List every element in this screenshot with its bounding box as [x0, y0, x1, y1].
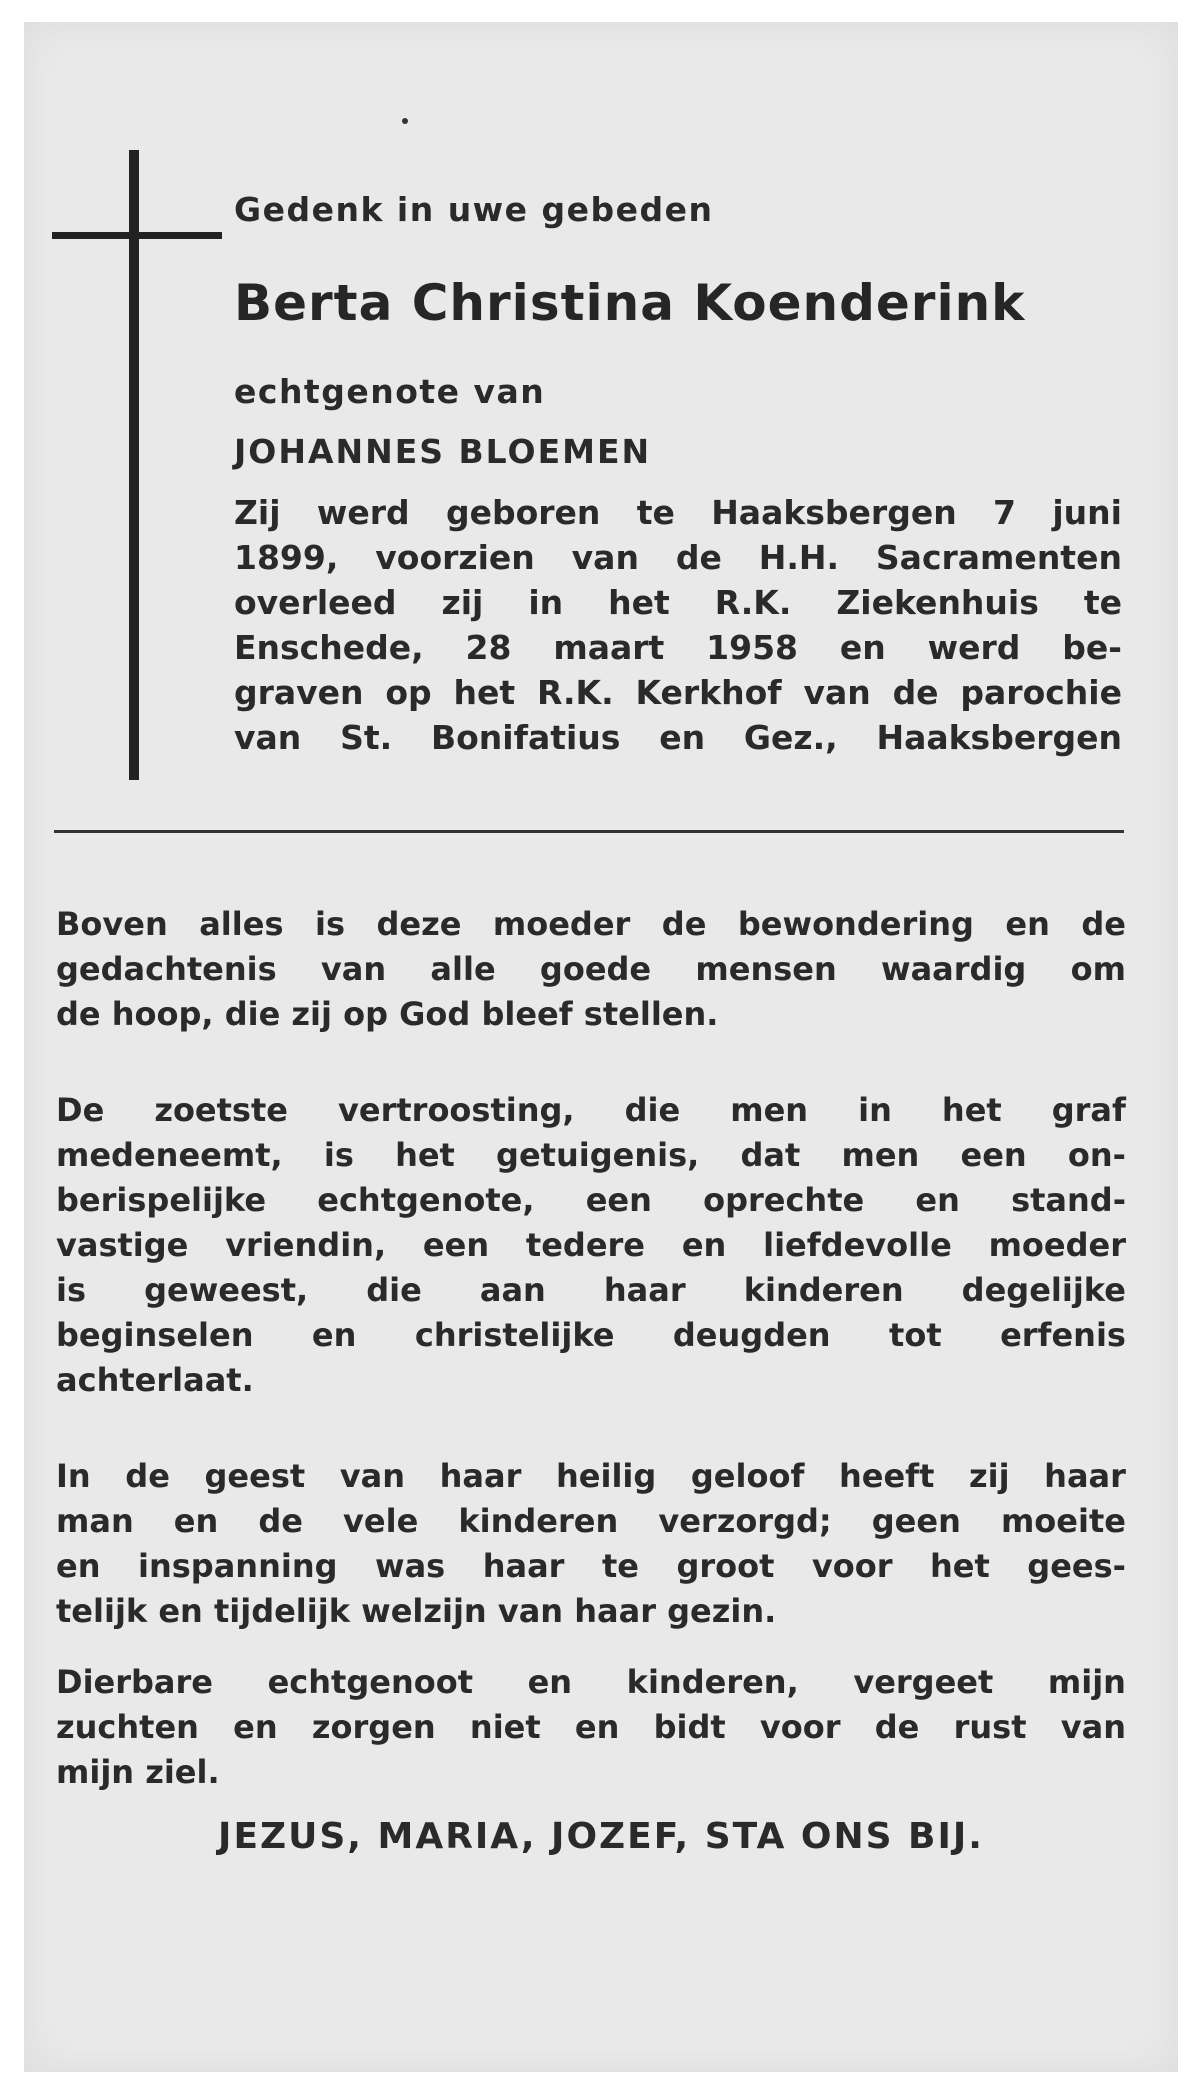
- spouse-label: echtgenote van: [234, 372, 546, 411]
- word: 1899,: [234, 538, 339, 577]
- word: een: [585, 1181, 652, 1219]
- divider: [54, 830, 1124, 833]
- word: een: [422, 1226, 490, 1264]
- word: juni: [1052, 493, 1122, 532]
- word: man: [56, 1502, 134, 1540]
- word: R.K.: [537, 673, 614, 712]
- paragraph-3: [56, 1454, 1126, 1634]
- biography: [234, 490, 1122, 760]
- word: is: [323, 1136, 354, 1174]
- word: men: [841, 1136, 920, 1174]
- word: een: [960, 1136, 1027, 1174]
- word: be-: [1062, 628, 1122, 667]
- word: deze: [376, 905, 462, 943]
- word: 28: [465, 628, 512, 667]
- word: en: [173, 1502, 219, 1540]
- word: niet: [469, 1708, 541, 1746]
- ink-speck: [402, 118, 408, 124]
- word: en: [311, 1316, 357, 1354]
- word: on-: [1067, 1136, 1126, 1174]
- word: Ziekenhuis: [836, 583, 1039, 622]
- word: inspanning: [137, 1547, 338, 1585]
- word: R.K.: [714, 583, 792, 622]
- word: telijk en tijdelijk welzijn van haar gezin.: [56, 1592, 777, 1630]
- word: vriendin,: [225, 1226, 387, 1264]
- intro-text: Gedenk in uwe gebeden: [234, 190, 714, 229]
- word: aan: [479, 1271, 546, 1309]
- word: mensen: [695, 950, 837, 988]
- word: oprechte: [703, 1181, 865, 1219]
- word: bewondering: [737, 905, 974, 943]
- word: de: [874, 1708, 920, 1746]
- word: van: [320, 950, 387, 988]
- word: geloof: [690, 1457, 805, 1495]
- word: het: [395, 1136, 455, 1174]
- word: echtgenoot: [267, 1663, 473, 1701]
- text-line: [56, 902, 1126, 947]
- word: deugden: [672, 1316, 831, 1354]
- word: van: [234, 718, 302, 757]
- word: en: [915, 1181, 960, 1219]
- word: De: [56, 1091, 105, 1129]
- word: de: [1081, 905, 1126, 943]
- word: en: [56, 1547, 101, 1585]
- word: parochie: [960, 673, 1122, 712]
- text-line: [56, 1088, 1126, 1133]
- word: in: [858, 1091, 892, 1129]
- word: Haaksbergen: [876, 718, 1122, 757]
- word: erfenis: [1000, 1316, 1126, 1354]
- word: degelijke: [961, 1271, 1126, 1309]
- word: en: [527, 1663, 573, 1701]
- word: is: [314, 905, 345, 943]
- word: vergeet: [853, 1663, 994, 1701]
- text-line: [56, 1454, 1126, 1499]
- word: mijn ziel.: [56, 1753, 220, 1791]
- word: haar: [1044, 1457, 1126, 1495]
- word: Gez.,: [743, 718, 838, 757]
- word: berispelijke: [56, 1181, 267, 1219]
- text-line: [234, 580, 1122, 625]
- word: 7: [993, 493, 1016, 532]
- word: van: [1060, 1708, 1126, 1746]
- word: de: [661, 905, 707, 943]
- word: St.: [340, 718, 393, 757]
- word: zuchten: [56, 1708, 199, 1746]
- word: Enschede,: [234, 628, 424, 667]
- word: was: [375, 1547, 446, 1585]
- cross-icon-vertical: [129, 150, 139, 780]
- word: te: [636, 493, 675, 532]
- word: zij: [441, 583, 484, 622]
- word: het: [453, 673, 516, 712]
- word: van: [803, 673, 871, 712]
- word: moeite: [1000, 1502, 1126, 1540]
- word: men: [730, 1091, 809, 1129]
- word: waardig: [881, 950, 1027, 988]
- text-line: [234, 625, 1122, 670]
- word: in: [528, 583, 564, 622]
- word: het: [930, 1547, 990, 1585]
- word: werd: [316, 493, 410, 532]
- word: voor: [759, 1708, 841, 1746]
- word: de: [892, 673, 939, 712]
- word: echtgenote,: [317, 1181, 535, 1219]
- word: rust: [953, 1708, 1027, 1746]
- paragraph-4: [56, 1660, 1126, 1795]
- paragraph-2: [56, 1088, 1126, 1403]
- text-line: [56, 992, 1126, 1037]
- word: het: [608, 583, 670, 622]
- word: maart: [553, 628, 665, 667]
- word: en: [233, 1708, 278, 1746]
- word: geweest,: [144, 1271, 309, 1309]
- word: gedachtenis: [56, 950, 277, 988]
- text-line: [56, 1589, 1126, 1634]
- word: vastige: [56, 1226, 189, 1264]
- word: haar: [482, 1547, 565, 1585]
- word: moeder: [988, 1226, 1126, 1264]
- text-line: [56, 1133, 1126, 1178]
- word: de hoop, die zij op God bleef stellen.: [56, 995, 719, 1033]
- word: geboren: [445, 493, 601, 532]
- word: Sacramenten: [875, 538, 1122, 577]
- word: is: [56, 1271, 87, 1309]
- word: dat: [740, 1136, 801, 1174]
- word: verzorgd;: [658, 1502, 832, 1540]
- word: Kerkhof: [635, 673, 782, 712]
- word: de: [258, 1502, 303, 1540]
- word: groot: [676, 1547, 775, 1585]
- deceased-name: Berta Christina Koenderink: [234, 274, 1026, 332]
- word: de: [125, 1457, 170, 1495]
- word: voor: [811, 1547, 893, 1585]
- word: geen: [871, 1502, 961, 1540]
- word: alle: [430, 950, 496, 988]
- word: achterlaat.: [56, 1361, 254, 1399]
- word: en: [839, 628, 886, 667]
- word: zij: [968, 1457, 1010, 1495]
- text-line: [56, 1223, 1126, 1268]
- word: stand-: [1011, 1181, 1126, 1219]
- text-line: [234, 670, 1122, 715]
- word: Dierbare: [56, 1663, 213, 1701]
- word: het: [941, 1091, 1002, 1129]
- word: die: [624, 1091, 681, 1129]
- text-line: [56, 947, 1126, 992]
- word: te: [601, 1547, 639, 1585]
- word: tot: [889, 1316, 942, 1354]
- word: getuigenis,: [496, 1136, 700, 1174]
- word: goede: [539, 950, 652, 988]
- word: die: [366, 1271, 422, 1309]
- word: op: [385, 673, 432, 712]
- word: zorgen: [311, 1708, 436, 1746]
- word: vertroosting,: [338, 1091, 575, 1129]
- text-line: [56, 1268, 1126, 1313]
- text-line: [56, 1705, 1126, 1750]
- word: In: [56, 1457, 91, 1495]
- word: alles: [199, 905, 284, 943]
- word: mijn: [1047, 1663, 1126, 1701]
- text-line: [56, 1750, 1126, 1795]
- word: kinderen,: [626, 1663, 799, 1701]
- word: geest: [204, 1457, 306, 1495]
- word: kinderen: [743, 1271, 904, 1309]
- word: Bonifatius: [430, 718, 621, 757]
- word: van: [339, 1457, 406, 1495]
- word: en: [681, 1226, 727, 1264]
- word: Boven: [56, 905, 168, 943]
- word: medeneemt,: [56, 1136, 283, 1174]
- word: liefdevolle: [763, 1226, 952, 1264]
- word: overleed: [234, 583, 397, 622]
- word: heeft: [838, 1457, 935, 1495]
- word: tedere: [525, 1226, 645, 1264]
- paragraph-1: [56, 902, 1126, 1037]
- text-line: [234, 535, 1122, 580]
- word: en: [574, 1708, 620, 1746]
- word: Haaksbergen: [711, 493, 957, 532]
- text-line: [234, 715, 1122, 760]
- word: graven: [234, 673, 364, 712]
- word: voorzien: [375, 538, 535, 577]
- word: 1958: [706, 628, 799, 667]
- word: christelijke: [414, 1316, 615, 1354]
- text-line: [56, 1178, 1126, 1223]
- word: moeder: [492, 905, 631, 943]
- word: vele: [343, 1502, 419, 1540]
- word: te: [1083, 583, 1122, 622]
- text-line: [56, 1499, 1126, 1544]
- word: om: [1070, 950, 1126, 988]
- word: van: [571, 538, 639, 577]
- text-line: [234, 490, 1122, 535]
- word: werd: [927, 628, 1021, 667]
- word: beginselen: [56, 1316, 254, 1354]
- cross-icon-horizontal: [52, 232, 222, 239]
- word: H.H.: [758, 538, 840, 577]
- word: gees-: [1027, 1547, 1126, 1585]
- word: haar: [439, 1457, 522, 1495]
- text-line: [56, 1313, 1126, 1358]
- word: zoetste: [154, 1091, 288, 1129]
- text-line: [56, 1660, 1126, 1705]
- word: heilig: [555, 1457, 657, 1495]
- closing-prayer: JEZUS, MARIA, JOZEF, STA ONS BIJ.: [218, 1816, 984, 1857]
- word: Zij: [234, 493, 281, 532]
- word: de: [675, 538, 722, 577]
- word: haar: [603, 1271, 686, 1309]
- memorial-card: [24, 22, 1178, 2072]
- word: bidt: [653, 1708, 726, 1746]
- word: en: [1005, 905, 1050, 943]
- text-line: [56, 1544, 1126, 1589]
- text-line: [56, 1358, 1126, 1403]
- spouse-name: JOHANNES BLOEMEN: [234, 432, 652, 471]
- word: en: [659, 718, 706, 757]
- word: kinderen: [458, 1502, 619, 1540]
- word: graf: [1051, 1091, 1126, 1129]
